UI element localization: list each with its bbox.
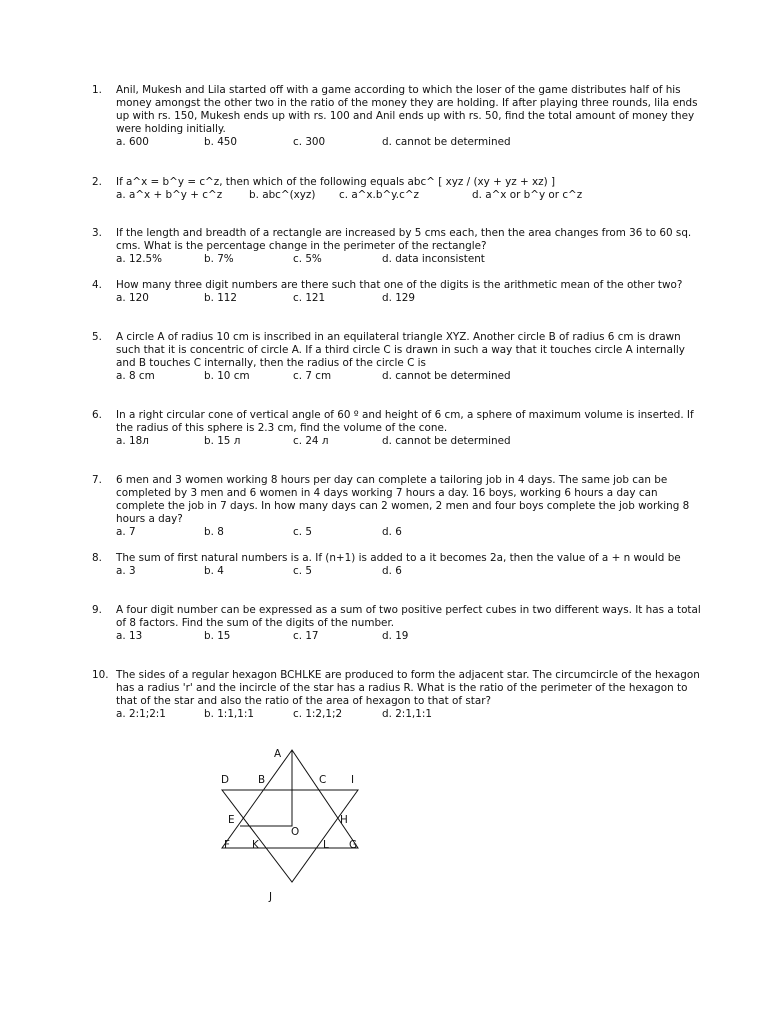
option-c: c. 5: [293, 565, 312, 577]
label-D: D: [221, 774, 230, 786]
option-d: d. 6: [382, 526, 402, 538]
question-5: [92, 331, 702, 383]
option-a: a. 12.5%: [116, 253, 162, 265]
option-b: b. 15: [204, 630, 231, 642]
question-number: 4.: [92, 279, 102, 291]
question-text: A four digit number can be expressed as a sum of two positive perfect cubes in two different ways. It has a total of 8 factors. Find the sum of the digits of the number.: [116, 604, 701, 629]
question-number: 6.: [92, 409, 102, 421]
question-number: 7.: [92, 474, 102, 486]
answer-options: [116, 526, 702, 539]
option-d: d. 2:1,1:1: [382, 708, 432, 720]
option-a: a. 2:1;2:1: [116, 708, 166, 720]
option-c: c. 24 л: [293, 435, 329, 447]
option-d: d. a^x or b^y or c^z: [472, 189, 583, 201]
option-d: d. 129: [382, 292, 416, 304]
label-F: F: [224, 839, 230, 851]
question-number: 2.: [92, 176, 102, 188]
answer-options: [116, 253, 702, 266]
label-L: L: [323, 839, 329, 851]
option-c: c. 5: [293, 526, 312, 538]
answer-options: [116, 435, 702, 448]
option-c: c. 300: [293, 136, 326, 148]
option-a: a. 18л: [116, 435, 149, 447]
question-3: [92, 227, 702, 266]
question-6: [92, 409, 702, 448]
option-a: a. 600: [116, 136, 149, 148]
option-b: b. 15 л: [204, 435, 241, 447]
question-text: 6 men and 3 women working 8 hours per day can complete a tailoring job in 4 days. The same job can be completed by 3 men and 6 women in 4 days working 7 hours a day. 16 boys, working 6 hours a day can complete the job in 7 days. In how many days can 2 women, 2 men and four boys complete the job working 8 hours a day?: [116, 474, 690, 525]
option-a: a. 13: [116, 630, 143, 642]
option-a: a. a^x + b^y + c^z: [116, 189, 223, 201]
option-b: b. 1:1,1:1: [204, 708, 254, 720]
option-d: d. cannot be determined: [382, 370, 511, 382]
option-d: d. 6: [382, 565, 402, 577]
option-c: c. 121: [293, 292, 326, 304]
option-a: a. 8 cm: [116, 370, 155, 382]
option-c: c. 17: [293, 630, 319, 642]
question-text: The sides of a regular hexagon BCHLKE are produced to form the adjacent star. The circumcircle of the hexagon has a radius 'r' and the incircle of the star has a radius R. What is the ratio of the perimeter of the hexagon to that of the star and also the ratio of the area of hexagon to that of star?: [116, 669, 700, 707]
label-G: G: [349, 839, 358, 851]
answer-options: [116, 292, 702, 305]
upper-triangle: [222, 750, 358, 848]
option-d: d. data inconsistent: [382, 253, 485, 265]
option-b: b. abc^(xyz): [249, 189, 316, 201]
option-b: b. 4: [204, 565, 224, 577]
option-b: b. 7%: [204, 253, 234, 265]
question-8: [92, 552, 702, 578]
question-10: [92, 669, 702, 721]
question-text: Anil, Mukesh and Lila started off with a game according to which the loser of the game distributes half of his money amongst the other two in the ratio of the money they are holding. If after playing three rounds, lila ends up with rs. 150, Mukesh ends up with rs. 100 and Anil ends up with rs. 50, find the total amount of money they were holding initially.: [116, 84, 698, 135]
question-1: [92, 84, 702, 149]
question-text: If the length and breadth of a rectangle are increased by 5 cms each, then the area changes from 36 to 60 sq. cms. What is the percentage change in the perimeter of the rectangle?: [116, 227, 692, 252]
label-K: K: [252, 839, 259, 851]
option-c: c. 5%: [293, 253, 322, 265]
option-c: c. a^x.b^y.c^z: [339, 189, 419, 201]
question-4: [92, 279, 702, 305]
question-number: 1.: [92, 84, 102, 96]
option-a: a. 7: [116, 526, 136, 538]
question-7: [92, 474, 702, 539]
question-9: [92, 604, 702, 643]
question-text: How many three digit numbers are there such that one of the digits is the arithmetic mean of the other two?: [116, 279, 683, 291]
question-number: 10.: [92, 669, 109, 681]
label-A: A: [274, 748, 282, 760]
question-text: A circle A of radius 10 cm is inscribed in an equilateral triangle XYZ. Another circle B of radius 6 cm is drawn such that it is concentric of circle A. If a third circle C is drawn in such a way that it touches circle A internally and B touches C internally, then the radius of the circle C is: [116, 331, 685, 369]
answer-options: [116, 136, 702, 149]
question-number: 5.: [92, 331, 102, 343]
label-O: O: [291, 826, 300, 838]
label-H: H: [340, 814, 348, 826]
option-b: b. 450: [204, 136, 238, 148]
question-2: [92, 176, 702, 202]
option-d: d. cannot be determined: [382, 136, 511, 148]
label-B: B: [258, 774, 266, 786]
option-a: a. 3: [116, 565, 136, 577]
question-text: The sum of first natural numbers is a. If (n+1) is added to a it becomes 2a, then the value of a + n would be: [116, 552, 681, 564]
option-c: c. 1:2,1;2: [293, 708, 343, 720]
question-number: 3.: [92, 227, 102, 239]
option-a: a. 120: [116, 292, 149, 304]
answer-options: [116, 565, 702, 578]
answer-options: [116, 370, 702, 383]
question-text: If a^x = b^y = c^z, then which of the following equals abc^ [ xyz / (xy + yz + xz) ]: [116, 176, 556, 188]
question-number: 9.: [92, 604, 102, 616]
option-b: b. 112: [204, 292, 238, 304]
option-d: d. cannot be determined: [382, 435, 511, 447]
option-b: b. 8: [204, 526, 224, 538]
option-d: d. 19: [382, 630, 409, 642]
option-c: c. 7 cm: [293, 370, 332, 382]
answer-options: [116, 189, 702, 202]
label-J: J: [269, 891, 273, 902]
question-text: In a right circular cone of vertical angle of 60 º and height of 6 cm, a sphere of maximum volume is inserted. If the radius of this sphere is 2.3 cm, find the volume of the cone.: [116, 409, 694, 434]
question-number: 8.: [92, 552, 102, 564]
hexagram-figure: [210, 742, 370, 902]
answer-options: [116, 708, 702, 721]
label-E: E: [228, 814, 235, 826]
label-C: C: [319, 774, 327, 786]
option-b: b. 10 cm: [204, 370, 250, 382]
label-I: I: [351, 774, 355, 786]
answer-options: [116, 630, 702, 643]
lower-triangle: [222, 790, 358, 882]
